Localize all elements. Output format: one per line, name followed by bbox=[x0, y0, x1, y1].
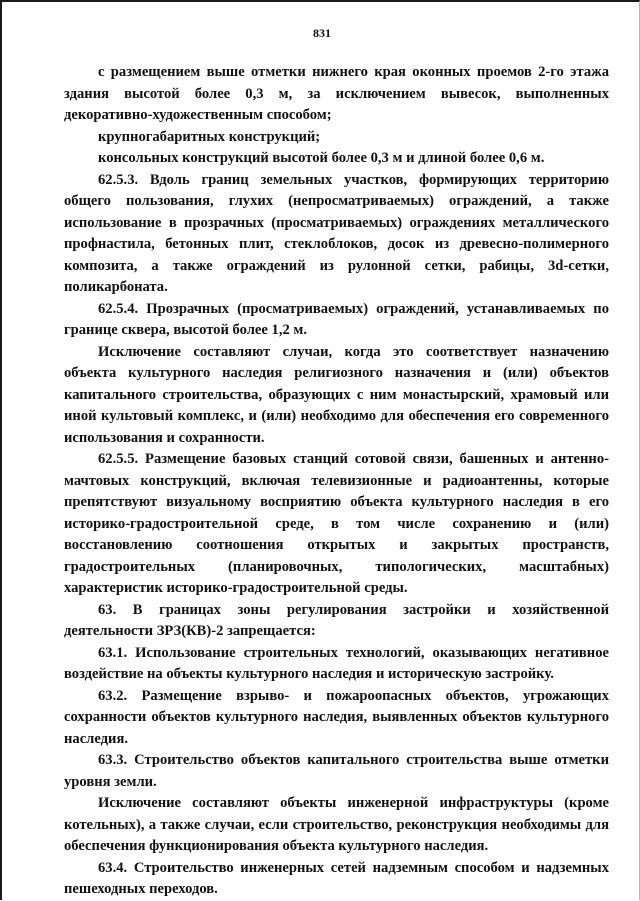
paragraph: крупногабаритных конструкций; bbox=[98, 128, 321, 145]
paragraph: 63.2. Размещение взрыво- и пожароопасных объектов, угрожающих сохранности объектов культурного наследия, выявленных объектов культурного наследия. bbox=[64, 687, 609, 747]
paragraph: 63.4. Строительство инженерных сетей надземным способом и надземных пешеходных переходов. bbox=[64, 859, 609, 897]
paragraph: Исключение составляют объекты инженерной инфраструктуры (кроме котельных), а также случаи, если строительство, реконструкция необходимы для обеспечения функционирования объекта культурного наследия. bbox=[64, 795, 609, 854]
paragraph: с размещением выше отметки нижнего края оконных проемов 2-го этажа здания высотой более 0,3 м, за исключением вывесок, выполненных декоративно-художественным способом; bbox=[64, 64, 609, 123]
page-number: 831 bbox=[313, 26, 331, 40]
paragraph: Исключение составляют случаи, когда это соответствует назначению объекта культурного наследия религиозного назначения и (или) объектов капитального строительства, образующих с ним монастырский, храмовый или иной культовый комплекс, и (или) необходимо для обеспечения его современного использования и сохранности. bbox=[64, 343, 609, 446]
document-body bbox=[64, 62, 609, 901]
paragraph: 63. В границах зоны регулирования застройки и хозяйственной деятельности ЗРЗ(КВ)-2 запрещается: bbox=[64, 601, 609, 639]
paragraph: 62.5.3. Вдоль границ земельных участков, формирующих территорию общего пользования, глухих (непросматриваемых) ограждений, а также использование в прозрачных (просматриваемых) ограждениях металлического профнастила, бетонных плит, стеклоблоков, досок из древесно-полимерного композита, а также ограждений из рулонной сетки, рабицы, 3d-сетки, поликарбоната. bbox=[64, 171, 609, 295]
paragraph: консольных конструкций высотой более 0,3 м и длиной более 0,6 м. bbox=[98, 150, 545, 166]
paragraph: 63.3. Строительство объектов капитального строительства выше отметки уровня земли. bbox=[64, 752, 609, 790]
paragraph: 62.5.5. Размещение базовых станций сотовой связи, башенных и антенно-мачтовых конструкций, включая телевизионные и радиоантенны, которые препятствуют визуальному восприятию объекта культурного наследия в его историко-градостроительной среде, в том числе сохранению и (или) восстановлению соотношения открытых и закрытых пространств, градостроительных (планировочных, типологических, масштабных) характеристик историко-градостроительной среды. bbox=[64, 451, 609, 596]
paragraph: 62.5.4. Прозрачных (просматриваемых) ограждений, устанавливаемых по границе сквера, высотой более 1,2 м. bbox=[64, 300, 609, 338]
paragraph: 63.1. Использование строительных технологий, оказывающих негативное воздействие на объекты культурного наследия и историческую застройку. bbox=[64, 644, 609, 682]
